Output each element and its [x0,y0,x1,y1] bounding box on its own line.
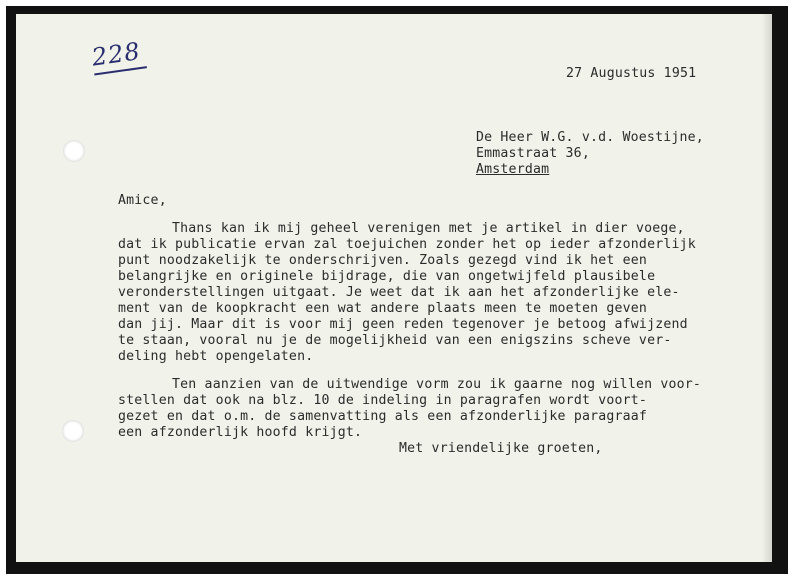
paragraph1-line: dat ik publicatie ervan zal toejuichen zonder het op ieder afzonderlijk [118,237,696,252]
paragraph1-line: Thans kan ik mij geheel verenigen met je artikel in dier voege, [172,221,685,236]
paragraph2-line: een afzonderlijk hoofd krijgt. [118,425,363,440]
paragraph1-line: deling hebt opengelaten. [118,349,314,364]
paragraph2-line: stellen dat ook na blz. 10 de indeling in paragrafen wordt voort- [118,393,648,408]
paragraph1-line: ment van de koopkracht een wat andere plaats meen te moeten geven [118,301,648,316]
paragraph1-line: veronderstellingen uitgaat. Je weet dat ik aan het afzonderlijke ele- [118,285,680,300]
paragraph2-line: Ten aanzien van de uitwendige vorm zou ik gaarne nog willen voor- [172,377,702,392]
punch-hole-bottom [62,420,84,442]
letter-date: 27 Augustus 1951 [566,66,697,81]
recipient-line-1: De Heer W.G. v.d. Woestijne, [476,130,704,145]
handwritten-file-number: 228 [90,36,147,75]
paragraph1-line: te staan, vooral nu je de mogelijkheid van een enigszins scheve ver- [118,333,672,348]
punch-hole-top [63,140,85,162]
recipient-line-2: Emmastraat 36, [476,146,590,161]
page-edge-shadow [762,14,772,562]
recipient-city: Amsterdam [476,162,550,177]
paragraph1-line: dan jij. Maar dit is voor mij geen reden tegenover je betoog afwijzend [118,317,688,332]
paragraph2-line: gezet en dat o.m. de samenvatting als een afzonderlijke paragraaf [118,409,648,424]
paragraph1-line: punt noodzakelijk te onderschrijven. Zoals gezegd vind ik het een [118,253,648,268]
paragraph1-line: belangrijke en originele bijdrage, die van ongetwijfeld plausibele [118,269,656,284]
salutation: Amice, [118,193,167,208]
closing: Met vriendelijke groeten, [399,441,603,456]
